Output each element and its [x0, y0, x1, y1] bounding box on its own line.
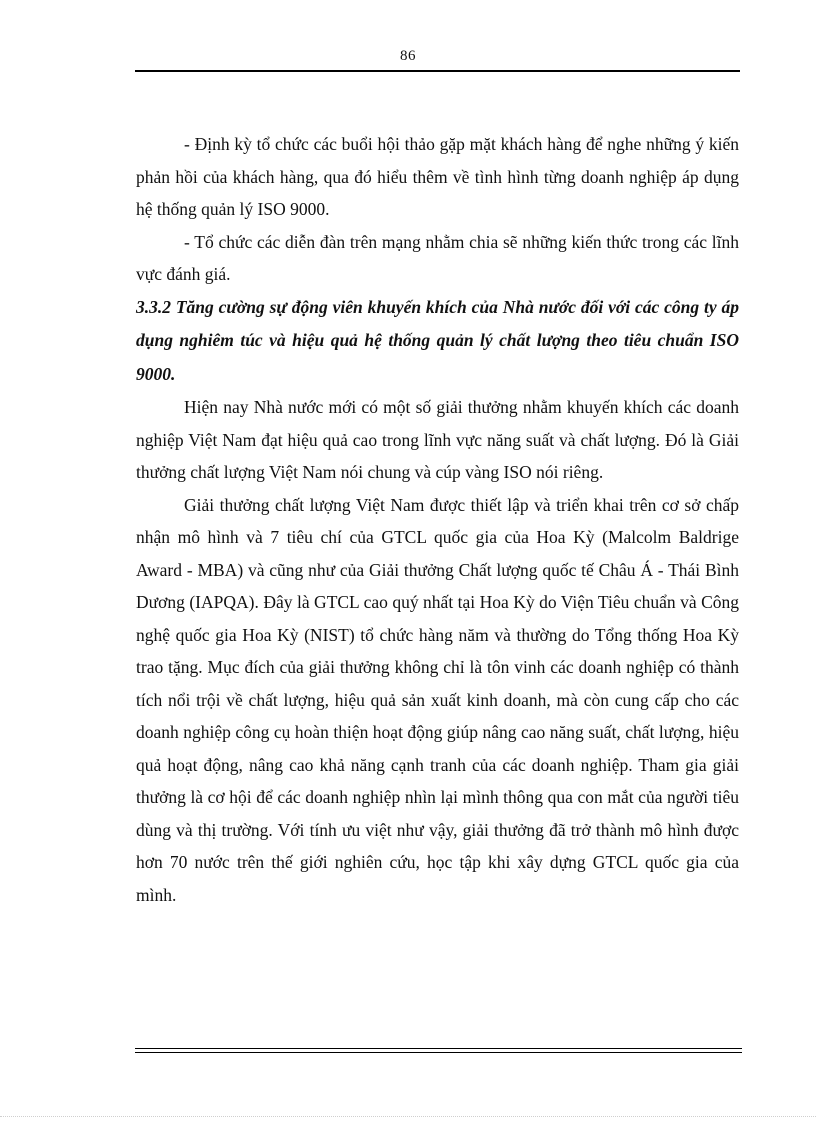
paragraph-vietnam-quality-award: Giải thưởng chất lượng Việt Nam được thiết lập và triển khai trên cơ sở chấp nhận mô hình và 7 tiêu chí của GTCL quốc gia của Hoa Kỳ (Malcolm Baldrige Award - MBA) và cũng như của Giải thưởng Chất lượng quốc tế Châu Á - Thái Bình Dương (IAPQA). Đây là GTCL cao quý nhất tại Hoa Kỳ do Viện Tiêu chuẩn và Công nghệ quốc gia Hoa Kỳ (NIST) tổ chức hàng năm và thường do Tổng thống Hoa Kỳ trao tặng. Mục đích của giải thưởng không chỉ là tôn vinh các doanh nghiệp có thành tích nổi trội về chất lượng, hiệu quả sản xuất kinh doanh, mà còn cung cấp cho các doanh nghiệp công cụ hoàn thiện hoạt động giúp nâng cao năng suất, chất lượng, hiệu quả hoạt động, nâng cao khả năng cạnh tranh của các doanh nghiệp. Tham gia giải thưởng là cơ hội để các doanh nghiệp nhìn lại mình thông qua con mắt của người tiêu dùng và thị trường. Với tính ưu việt như vậy, giải thưởng đã trở thành mô hình được hơn 70 nước trên thế giới nghiên cứu, học tập khi xây dựng GTCL quốc gia của mình.	[136, 494, 739, 905]
page-number: 86	[400, 48, 416, 64]
footer-rule	[135, 1048, 742, 1053]
header-rule	[135, 70, 740, 72]
paragraph-awards-intro: Hiện nay Nhà nước mới có một số giải thưởng nhằm khuyến khích các doanh nghiệp Việt Nam đạt hiệu quả cao trong lĩnh vực năng suất và chất lượng. Đó là Giải thưởng chất lượng Việt Nam nói chung và cúp vàng ISO nói riêng.	[136, 397, 739, 482]
paragraph-bullet-forums: - Tổ chức các diễn đàn trên mạng nhằm chia sẽ những kiến thức trong các lĩnh vực đánh giá.	[136, 231, 739, 284]
section-heading: 3.3.2 Tăng cường sự động viên khuyến khích của Nhà nước đối với các công ty áp dụng nghiêm túc và hiệu quả hệ thống quản lý chất lượng theo tiêu chuẩn ISO 9000.	[136, 296, 739, 384]
document-body	[136, 128, 739, 911]
paragraph-bullet-seminars: - Định kỳ tổ chức các buổi hội thảo gặp mặt khách hàng để nghe những ý kiến phản hồi của khách hàng, qua đó hiểu thêm về tình hình từng doanh nghiệp áp dụng hệ thống quản lý ISO 9000.	[136, 134, 739, 219]
page-bottom-edge	[0, 1116, 816, 1117]
